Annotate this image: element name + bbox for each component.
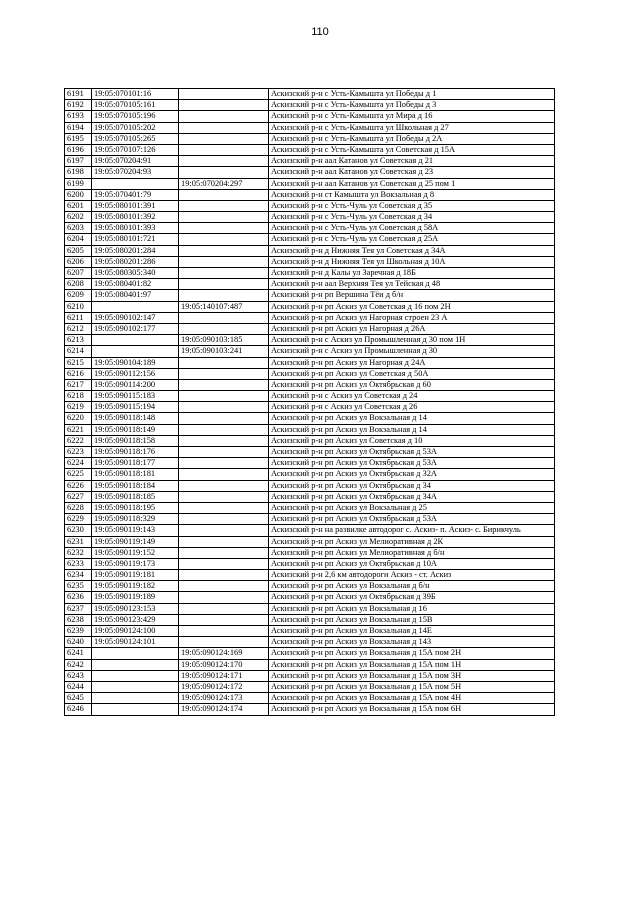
cadastral-number-cell: 19:05:090123:429: [92, 614, 179, 625]
cadastral-number-cell: 19:05:080101:721: [92, 234, 179, 245]
table-row: [65, 603, 555, 614]
row-number-cell: 6205: [65, 245, 92, 256]
row-number-cell: 6245: [65, 693, 92, 704]
table-row: [65, 502, 555, 513]
table-row: [65, 323, 555, 334]
row-number-cell: 6215: [65, 357, 92, 368]
table-row: [65, 223, 555, 234]
address-cell: Аскизский р-н рп Аскиз ул Октябрьская д 53А: [269, 447, 555, 458]
cadastral-number-cell: 19:05:090118:195: [92, 502, 179, 513]
cadastral-number-cell: [92, 335, 179, 346]
cadastral-number-cell: 19:05:080305:340: [92, 268, 179, 279]
cadastral-number-cell: 19:05:080201:284: [92, 245, 179, 256]
cadastral-number-cell: 19:05:090118:148: [92, 413, 179, 424]
cadastral-number-cell: 19:05:090118:158: [92, 435, 179, 446]
address-cell: Аскизский р-н рп Аскиз ул Вокзальная д 15А пом 1Н: [269, 659, 555, 670]
row-number-cell: 6212: [65, 323, 92, 334]
cadastral-number-cell: 19:05:090114:200: [92, 379, 179, 390]
cadastral-number-cell: 19:05:080101:391: [92, 200, 179, 211]
cadastral-number-cell: 19:05:090119:181: [92, 570, 179, 581]
address-cell: Аскизский р-н рп Аскиз ул Октябрьская д 60: [269, 379, 555, 390]
cadastral-number-cell: 19:05:090119:143: [92, 525, 179, 536]
table-row: [65, 133, 555, 144]
premises-cadastral-number-cell: [179, 279, 269, 290]
premises-cadastral-number-cell: [179, 200, 269, 211]
row-number-cell: 6192: [65, 100, 92, 111]
table-row: [65, 614, 555, 625]
cadastral-number-cell: [92, 346, 179, 357]
cadastral-number-cell: 19:05:090102:177: [92, 323, 179, 334]
premises-cadastral-number-cell: [179, 234, 269, 245]
address-cell: Аскизский р-н с Усть-Камышта ул Советская д 15А: [269, 144, 555, 155]
premises-cadastral-number-cell: [179, 491, 269, 502]
address-cell: Аскизский р-н рп Аскиз ул Вокзальная д 14: [269, 424, 555, 435]
cadastral-number-cell: 19:05:090112:156: [92, 368, 179, 379]
premises-cadastral-number-cell: 19:05:090124:170: [179, 659, 269, 670]
premises-cadastral-number-cell: 19:05:090124:172: [179, 681, 269, 692]
premises-cadastral-number-cell: [179, 223, 269, 234]
premises-cadastral-number-cell: [179, 413, 269, 424]
row-number-cell: 6193: [65, 111, 92, 122]
row-number-cell: 6231: [65, 536, 92, 547]
cadastral-number-cell: 19:05:090104:189: [92, 357, 179, 368]
cadastral-number-cell: 19:05:070105:161: [92, 100, 179, 111]
table-row: [65, 200, 555, 211]
premises-cadastral-number-cell: [179, 368, 269, 379]
address-cell: Аскизский р-н рп Вершина Тёи д б/н: [269, 290, 555, 301]
table-row: [65, 681, 555, 692]
premises-cadastral-number-cell: 19:05:090103:185: [179, 335, 269, 346]
row-number-cell: 6208: [65, 279, 92, 290]
cadastral-number-cell: 19:05:090118:149: [92, 424, 179, 435]
premises-cadastral-number-cell: [179, 469, 269, 480]
table-row: [65, 536, 555, 547]
address-cell: Аскизский р-н рп Аскиз ул Советская д 10: [269, 435, 555, 446]
table-row: [65, 525, 555, 536]
table-row: [65, 469, 555, 480]
address-cell: Аскизский р-н с Аскиз ул Советская д 26: [269, 402, 555, 413]
table-row: [65, 637, 555, 648]
premises-cadastral-number-cell: [179, 447, 269, 458]
table-row: [65, 346, 555, 357]
table-row: [65, 659, 555, 670]
property-registry-table: [64, 88, 555, 716]
row-number-cell: 6217: [65, 379, 92, 390]
address-cell: Аскизский р-н рп Аскиз ул Октябрьская д 53А: [269, 514, 555, 525]
premises-cadastral-number-cell: [179, 525, 269, 536]
address-cell: Аскизский р-н на развилке автодорог с. Аскиз- п. Аскиз- с. Бирикчуль: [269, 525, 555, 536]
table-row: [65, 558, 555, 569]
table-row: [65, 480, 555, 491]
cadastral-number-cell: [92, 704, 179, 715]
premises-cadastral-number-cell: [179, 89, 269, 100]
cadastral-number-cell: 19:05:080101:393: [92, 223, 179, 234]
row-number-cell: 6244: [65, 681, 92, 692]
row-number-cell: 6238: [65, 614, 92, 625]
address-cell: Аскизский р-н с Усть-Чуль ул Советская д 25А: [269, 234, 555, 245]
cadastral-number-cell: 19:05:090119:182: [92, 581, 179, 592]
premises-cadastral-number-cell: [179, 592, 269, 603]
cadastral-number-cell: [92, 670, 179, 681]
row-number-cell: 6191: [65, 89, 92, 100]
row-number-cell: 6197: [65, 156, 92, 167]
table-row: [65, 178, 555, 189]
row-number-cell: 6241: [65, 648, 92, 659]
premises-cadastral-number-cell: [179, 391, 269, 402]
address-cell: Аскизский р-н рп Аскиз ул Вокзальная д 15А пом 5Н: [269, 681, 555, 692]
cadastral-number-cell: 19:05:090118:185: [92, 491, 179, 502]
address-cell: Аскизский р-н рп Аскиз ул Вокзальная д 25: [269, 502, 555, 513]
cadastral-number-cell: 19:05:090102:147: [92, 312, 179, 323]
address-cell: Аскизский р-н аал Верхняя Тея ул Тейская д 48: [269, 279, 555, 290]
row-number-cell: 6225: [65, 469, 92, 480]
premises-cadastral-number-cell: [179, 379, 269, 390]
row-number-cell: 6235: [65, 581, 92, 592]
address-cell: Аскизский р-н рп Аскиз ул Вокзальная д 14: [269, 413, 555, 424]
table-row: [65, 458, 555, 469]
address-cell: Аскизский р-н 2,6 км автодороги Аскиз - ст. Аскиз: [269, 570, 555, 581]
row-number-cell: 6220: [65, 413, 92, 424]
row-number-cell: 6222: [65, 435, 92, 446]
table-row: [65, 424, 555, 435]
premises-cadastral-number-cell: [179, 167, 269, 178]
row-number-cell: 6224: [65, 458, 92, 469]
cadastral-number-cell: [92, 301, 179, 312]
address-cell: Аскизский р-н рп Аскиз ул Октябрьская д 32А: [269, 469, 555, 480]
address-cell: Аскизский р-н с Аскиз ул Промышленная д 30 пом 1Н: [269, 335, 555, 346]
premises-cadastral-number-cell: [179, 323, 269, 334]
cadastral-number-cell: 19:05:080101:392: [92, 212, 179, 223]
premises-cadastral-number-cell: 19:05:090103:241: [179, 346, 269, 357]
address-cell: Аскизский р-н рп Аскиз ул Вокзальная д 15А пом 3Н: [269, 670, 555, 681]
premises-cadastral-number-cell: [179, 100, 269, 111]
premises-cadastral-number-cell: 19:05:090124:173: [179, 693, 269, 704]
row-number-cell: 6201: [65, 200, 92, 211]
premises-cadastral-number-cell: [179, 402, 269, 413]
table-row: [65, 144, 555, 155]
premises-cadastral-number-cell: [179, 581, 269, 592]
premises-cadastral-number-cell: [179, 570, 269, 581]
row-number-cell: 6221: [65, 424, 92, 435]
table-row: [65, 189, 555, 200]
table-row: [65, 290, 555, 301]
cadastral-number-cell: [92, 693, 179, 704]
table-row: [65, 234, 555, 245]
address-cell: Аскизский р-н рп Аскиз ул Нагорная д 24А: [269, 357, 555, 368]
table-row: [65, 279, 555, 290]
row-number-cell: 6211: [65, 312, 92, 323]
row-number-cell: 6236: [65, 592, 92, 603]
address-cell: Аскизский р-н с Усть-Камышта ул Победы д 3: [269, 100, 555, 111]
premises-cadastral-number-cell: [179, 189, 269, 200]
table-row: [65, 167, 555, 178]
cadastral-number-cell: 19:05:090115:194: [92, 402, 179, 413]
row-number-cell: 6207: [65, 268, 92, 279]
table-row: [65, 335, 555, 346]
row-number-cell: 6202: [65, 212, 92, 223]
cadastral-number-cell: 19:05:090119:173: [92, 558, 179, 569]
address-cell: Аскизский р-н с Усть-Камышта ул Школьная д 27: [269, 122, 555, 133]
table-row: [65, 122, 555, 133]
premises-cadastral-number-cell: 19:05:090124:174: [179, 704, 269, 715]
table-row: [65, 268, 555, 279]
premises-cadastral-number-cell: [179, 637, 269, 648]
cadastral-number-cell: 19:05:070107:126: [92, 144, 179, 155]
row-number-cell: 6213: [65, 335, 92, 346]
premises-cadastral-number-cell: [179, 268, 269, 279]
cadastral-number-cell: 19:05:080401:82: [92, 279, 179, 290]
table-row: [65, 413, 555, 424]
address-cell: Аскизский р-н рп Аскиз ул Мелиоративная д б/н: [269, 547, 555, 558]
premises-cadastral-number-cell: [179, 458, 269, 469]
cadastral-number-cell: 19:05:070204:91: [92, 156, 179, 167]
address-cell: Аскизский р-н рп Аскиз ул Советская д 50А: [269, 368, 555, 379]
premises-cadastral-number-cell: [179, 122, 269, 133]
row-number-cell: 6218: [65, 391, 92, 402]
cadastral-number-cell: 19:05:090118:177: [92, 458, 179, 469]
address-cell: Аскизский р-н с Аскиз ул Советская д 24: [269, 391, 555, 402]
cadastral-number-cell: 19:05:090119:152: [92, 547, 179, 558]
table-row: [65, 435, 555, 446]
premises-cadastral-number-cell: [179, 156, 269, 167]
address-cell: Аскизский р-н рп Аскиз ул Нагорная строен 23 А: [269, 312, 555, 323]
premises-cadastral-number-cell: [179, 603, 269, 614]
row-number-cell: 6204: [65, 234, 92, 245]
row-number-cell: 6200: [65, 189, 92, 200]
row-number-cell: 6239: [65, 626, 92, 637]
registry-table-body: [65, 89, 555, 716]
cadastral-number-cell: 19:05:070101:16: [92, 89, 179, 100]
row-number-cell: 6214: [65, 346, 92, 357]
premises-cadastral-number-cell: [179, 502, 269, 513]
row-number-cell: 6237: [65, 603, 92, 614]
row-number-cell: 6196: [65, 144, 92, 155]
cadastral-number-cell: 19:05:070401:79: [92, 189, 179, 200]
premises-cadastral-number-cell: [179, 558, 269, 569]
premises-cadastral-number-cell: [179, 290, 269, 301]
address-cell: Аскизский р-н рп Аскиз ул Вокзальная д б/н: [269, 581, 555, 592]
row-number-cell: 6234: [65, 570, 92, 581]
table-row: [65, 592, 555, 603]
address-cell: Аскизский р-н рп Аскиз ул Октябрьская д 39Б: [269, 592, 555, 603]
row-number-cell: 6226: [65, 480, 92, 491]
cadastral-number-cell: [92, 659, 179, 670]
cadastral-number-cell: 19:05:080201:286: [92, 256, 179, 267]
row-number-cell: 6233: [65, 558, 92, 569]
table-row: [65, 89, 555, 100]
row-number-cell: 6242: [65, 659, 92, 670]
row-number-cell: 6194: [65, 122, 92, 133]
address-cell: Аскизский р-н рп Аскиз ул Октябрьская д 34: [269, 480, 555, 491]
premises-cadastral-number-cell: [179, 312, 269, 323]
address-cell: Аскизский р-н рп Аскиз ул Вокзальная д 143: [269, 637, 555, 648]
cadastral-number-cell: 19:05:090118:184: [92, 480, 179, 491]
address-cell: Аскизский р-н аал Катанов ул Советская д 21: [269, 156, 555, 167]
premises-cadastral-number-cell: [179, 536, 269, 547]
address-cell: Аскизский р-н с Аскиз ул Промышленная д 30: [269, 346, 555, 357]
table-row: [65, 156, 555, 167]
row-number-cell: 6240: [65, 637, 92, 648]
premises-cadastral-number-cell: [179, 111, 269, 122]
table-row: [65, 111, 555, 122]
row-number-cell: 6209: [65, 290, 92, 301]
premises-cadastral-number-cell: [179, 256, 269, 267]
address-cell: Аскизский р-н с Усть-Чуль ул Советская д 58А: [269, 223, 555, 234]
table-row: [65, 357, 555, 368]
premises-cadastral-number-cell: [179, 245, 269, 256]
address-cell: Аскизский р-н рп Аскиз ул Вокзальная д 15А пом 6Н: [269, 704, 555, 715]
table-row: [65, 391, 555, 402]
premises-cadastral-number-cell: [179, 614, 269, 625]
premises-cadastral-number-cell: [179, 514, 269, 525]
address-cell: Аскизский р-н с Усть-Чуль ул Советская д 34: [269, 212, 555, 223]
row-number-cell: 6223: [65, 447, 92, 458]
address-cell: Аскизский р-н ст Камышта ул Вокзальная д 8: [269, 189, 555, 200]
row-number-cell: 6230: [65, 525, 92, 536]
row-number-cell: 6228: [65, 502, 92, 513]
cadastral-number-cell: 19:05:090118:176: [92, 447, 179, 458]
premises-cadastral-number-cell: 19:05:090124:171: [179, 670, 269, 681]
row-number-cell: 6246: [65, 704, 92, 715]
table-row: [65, 301, 555, 312]
row-number-cell: 6206: [65, 256, 92, 267]
cadastral-number-cell: [92, 648, 179, 659]
row-number-cell: 6195: [65, 133, 92, 144]
row-number-cell: 6199: [65, 178, 92, 189]
table-row: [65, 256, 555, 267]
address-cell: Аскизский р-н д Калы ул Заречная д 18Б: [269, 268, 555, 279]
row-number-cell: 6243: [65, 670, 92, 681]
row-number-cell: 6203: [65, 223, 92, 234]
cadastral-number-cell: 19:05:080401:97: [92, 290, 179, 301]
address-cell: Аскизский р-н рп Аскиз ул Вокзальная д 16: [269, 603, 555, 614]
row-number-cell: 6216: [65, 368, 92, 379]
row-number-cell: 6227: [65, 491, 92, 502]
table-row: [65, 100, 555, 111]
table-row: [65, 402, 555, 413]
premises-cadastral-number-cell: [179, 212, 269, 223]
address-cell: Аскизский р-н аал Катанов ул Советская д 25 пом 1: [269, 178, 555, 189]
address-cell: Аскизский р-н рп Аскиз ул Мелиоративная д 2К: [269, 536, 555, 547]
cadastral-number-cell: [92, 178, 179, 189]
cadastral-number-cell: 19:05:090118:329: [92, 514, 179, 525]
address-cell: Аскизский р-н с Усть-Чуль ул Советская д 35: [269, 200, 555, 211]
address-cell: Аскизский р-н рп Аскиз ул Нагорная д 26А: [269, 323, 555, 334]
cadastral-number-cell: 19:05:070204:93: [92, 167, 179, 178]
premises-cadastral-number-cell: [179, 133, 269, 144]
premises-cadastral-number-cell: 19:05:090124:169: [179, 648, 269, 659]
premises-cadastral-number-cell: 19:05:140107:487: [179, 301, 269, 312]
table-row: [65, 670, 555, 681]
cadastral-number-cell: 19:05:090123:153: [92, 603, 179, 614]
cadastral-number-cell: 19:05:070105:202: [92, 122, 179, 133]
table-row: [65, 245, 555, 256]
table-row: [65, 312, 555, 323]
table-row: [65, 547, 555, 558]
address-cell: Аскизский р-н рп Аскиз ул Вокзальная д 14Е: [269, 626, 555, 637]
address-cell: Аскизский р-н рп Аскиз ул Советская д 16 пом 2Н: [269, 301, 555, 312]
premises-cadastral-number-cell: [179, 626, 269, 637]
table-row: [65, 212, 555, 223]
premises-cadastral-number-cell: [179, 144, 269, 155]
table-row: [65, 581, 555, 592]
row-number-cell: 6219: [65, 402, 92, 413]
cadastral-number-cell: 19:05:090115:183: [92, 391, 179, 402]
table-row: [65, 570, 555, 581]
address-cell: Аскизский р-н с Усть-Камышта ул Победы д 1: [269, 89, 555, 100]
table-row: [65, 491, 555, 502]
table-row: [65, 368, 555, 379]
table-row: [65, 447, 555, 458]
table-row: [65, 693, 555, 704]
page-number: 110: [311, 26, 329, 38]
cadastral-number-cell: [92, 681, 179, 692]
address-cell: Аскизский р-н рп Аскиз ул Октябрьская д 10А: [269, 558, 555, 569]
address-cell: Аскизский р-н с Усть-Камышта ул Мира д 16: [269, 111, 555, 122]
row-number-cell: 6229: [65, 514, 92, 525]
premises-cadastral-number-cell: [179, 424, 269, 435]
table-row: [65, 379, 555, 390]
cadastral-number-cell: 19:05:090119:189: [92, 592, 179, 603]
cadastral-number-cell: 19:05:090119:149: [92, 536, 179, 547]
table-row: [65, 648, 555, 659]
row-number-cell: 6232: [65, 547, 92, 558]
table-row: [65, 626, 555, 637]
address-cell: Аскизский р-н рп Аскиз ул Октябрьская д 34А: [269, 491, 555, 502]
address-cell: Аскизский р-н аал Катанов ул Советская д 23: [269, 167, 555, 178]
table-row: [65, 704, 555, 715]
cadastral-number-cell: 19:05:090118:181: [92, 469, 179, 480]
address-cell: Аскизский р-н д Нижняя Тея ул Советская д 34А: [269, 245, 555, 256]
cadastral-number-cell: 19:05:090124:100: [92, 626, 179, 637]
cadastral-number-cell: 19:05:090124:101: [92, 637, 179, 648]
address-cell: Аскизский р-н рп Аскиз ул Октябрьская д 53А: [269, 458, 555, 469]
cadastral-number-cell: 19:05:070105:265: [92, 133, 179, 144]
premises-cadastral-number-cell: [179, 480, 269, 491]
premises-cadastral-number-cell: [179, 435, 269, 446]
premises-cadastral-number-cell: 19:05:070204:297: [179, 178, 269, 189]
row-number-cell: 6210: [65, 301, 92, 312]
address-cell: Аскизский р-н рп Аскиз ул Вокзальная д 15А пом 4Н: [269, 693, 555, 704]
address-cell: Аскизский р-н д Нижняя Тея ул Школьная д 10А: [269, 256, 555, 267]
row-number-cell: 6198: [65, 167, 92, 178]
table-row: [65, 514, 555, 525]
address-cell: Аскизский р-н рп Аскиз ул Вокзальная д 15А пом 2Н: [269, 648, 555, 659]
address-cell: Аскизский р-н рп Аскиз ул Вокзальная д 15В: [269, 614, 555, 625]
address-cell: Аскизский р-н с Усть-Камышта ул Победы д 2А: [269, 133, 555, 144]
cadastral-number-cell: 19:05:070105:196: [92, 111, 179, 122]
premises-cadastral-number-cell: [179, 547, 269, 558]
premises-cadastral-number-cell: [179, 357, 269, 368]
